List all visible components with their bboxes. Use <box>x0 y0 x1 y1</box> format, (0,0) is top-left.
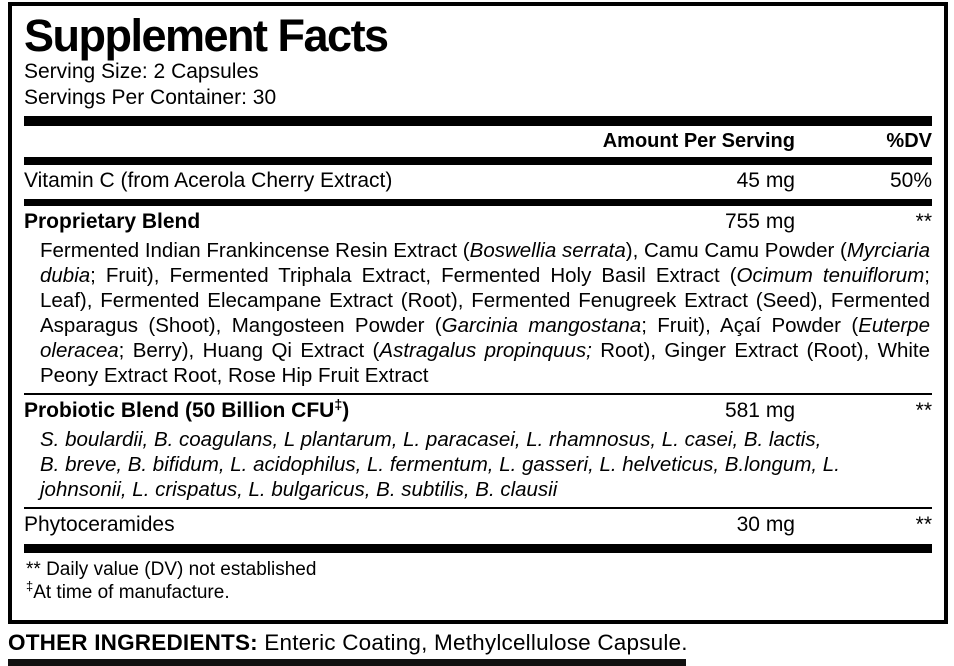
divider-thick-above-footnotes <box>24 544 932 553</box>
ingredient-name: Proprietary Blend <box>24 210 201 234</box>
footnotes <box>24 553 932 608</box>
divider-thick-below-header <box>24 157 932 165</box>
column-header-dv: %DV <box>886 130 932 153</box>
serving-size: Serving Size: 2 Capsules <box>24 60 259 84</box>
column-header-amount: Amount Per Serving <box>602 130 795 153</box>
footnote-daily-value: ** Daily value (DV) not established <box>26 559 317 581</box>
other-ingredients-label: OTHER INGREDIENTS: <box>8 630 258 655</box>
proprietary-blend-description: Fermented Indian Frankincense Resin Extract (Boswellia serrata), Camu Camu Powder (Myrciaria dubia; Fruit), Fermented Triphala Extract, Fermented Holy Basil Extract (Ocimum tenuiflorum; Leaf), Fermented Elecampane Extract (Root), Fermented Fenugreek Extract (Seed), Fermented Asparagus (Shoot), Mangosteen Powder (Garcinia mangostana; Fruit), Açaí Powder (Euterpe oleracea; Berry), Huang Qi Extract (Astragalus propinquus; Root), Ginger Extract (Root), White Peony Extract Root, Rose Hip Fruit Extract <box>40 239 931 388</box>
table-row-proprietary-blend <box>24 206 932 238</box>
ingredient-amount: 30 mg <box>736 513 795 537</box>
table-row-vitamin-c <box>24 165 932 197</box>
ingredient-amount: 581 mg <box>724 399 795 423</box>
divider-thick-below-vitamin-c <box>24 199 932 206</box>
bottom-crop-bar <box>8 659 686 666</box>
ingredient-name: Probiotic Blend (50 Billion CFU‡) <box>24 397 350 423</box>
table-row-phytoceramides <box>24 509 932 541</box>
ingredient-amount: 45 mg <box>736 169 795 193</box>
ingredient-dv: ** <box>915 210 932 234</box>
ingredient-amount: 755 mg <box>724 210 795 234</box>
footnote-manufacture: ‡At time of manufacture. <box>26 578 230 604</box>
ingredient-dv: ** <box>915 399 932 423</box>
ingredient-name: Vitamin C (from Acerola Cherry Extract) <box>24 169 393 193</box>
other-ingredients-value: Enteric Coating, Methylcellulose Capsule. <box>257 630 688 655</box>
divider-thick-top <box>24 116 932 126</box>
ingredient-dv: ** <box>915 513 932 537</box>
table-row-probiotic-blend <box>24 395 932 427</box>
other-ingredients-line <box>8 630 688 656</box>
servings-per-container: Servings Per Container: 30 <box>24 86 277 110</box>
panel-title: Supplement Facts <box>24 10 388 61</box>
ingredient-name: Phytoceramides <box>24 513 175 537</box>
probiotic-blend-description: S. boulardii, B. coagulans, L plantarum, L. paracasei, L. rhamnosus, L. casei, B. lactis, B. breve, B. bifidum, L. acidophilus, L. fermentum, L. gasseri, L. helveticus, B.longum, L. johnsonii, L. crispatus, L. bulgaricus, B. subtilis, B. clausii <box>40 428 840 502</box>
column-header-row <box>24 126 932 157</box>
ingredient-dv: 50% <box>889 169 932 193</box>
supplement-facts-panel <box>8 2 948 624</box>
